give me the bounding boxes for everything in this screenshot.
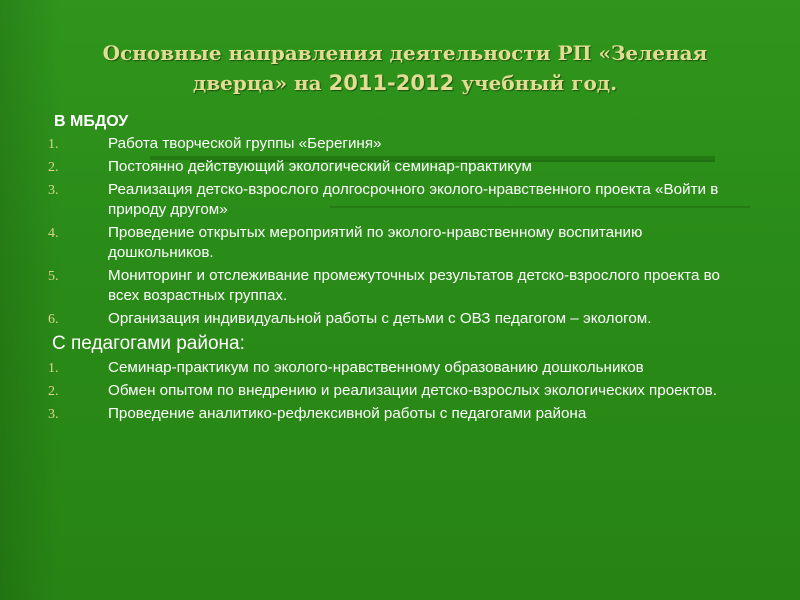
title-line-2-start: дверца» на [192, 71, 329, 95]
title-line-2-end: учебный год. [454, 71, 618, 95]
list-number: 2. [48, 160, 59, 175]
list-text: Организация индивидуальной работы с детьми с ОВЗ педагогом – экологом. [108, 310, 652, 327]
list-mbdou [48, 134, 748, 329]
title-line-2 [70, 68, 740, 98]
list-text: Обмен опытом по внедрению и реализации детско-взрослых экологических проектов. [108, 382, 717, 399]
list-item [48, 381, 748, 401]
list-number: 3. [48, 183, 59, 198]
section-heading-teachers: С педагогами района: [52, 333, 245, 354]
list-text: Работа творческой группы «Берегиня» [108, 135, 382, 152]
list-number: 4. [48, 226, 59, 241]
list-text: Семинар-практикум по эколого-нравственному образованию дошкольников [108, 359, 644, 376]
section-heading-mbdou: В МБДОУ [54, 113, 129, 130]
list-item [48, 358, 748, 378]
list-text: Постоянно действующий экологический семинар-практикум [108, 158, 532, 175]
list-number: 3. [48, 407, 59, 422]
list-item [48, 404, 748, 424]
slide-content [48, 112, 748, 427]
list-number: 6. [48, 312, 59, 327]
title-line-1: Основные направления деятельности РП «Зеленая [102, 41, 708, 65]
list-text: Проведение открытых мероприятий по эколого-нравственному воспитанию дошкольников. [108, 224, 643, 261]
list-item [48, 266, 748, 306]
list-number: 2. [48, 384, 59, 399]
list-item [48, 309, 748, 329]
list-number: 1. [48, 137, 59, 152]
list-item [48, 134, 748, 154]
list-text: Реализация детско-взрослого долгосрочного эколого-нравственного проекта «Войти в природу другом» [108, 181, 719, 218]
list-text: Мониторинг и отслеживание промежуточных результатов детско-взрослого проекта во всех возрастных группах. [108, 267, 720, 304]
list-number: 1. [48, 361, 59, 376]
list-teachers [48, 358, 748, 424]
slide-title [70, 38, 740, 98]
list-item [48, 180, 748, 220]
list-item [48, 223, 748, 263]
title-years: 2011-2012 [328, 71, 455, 95]
list-text: Проведение аналитико-рефлексивной работы с педагогами района [108, 405, 587, 422]
list-number: 5. [48, 269, 59, 284]
list-item [48, 157, 748, 177]
